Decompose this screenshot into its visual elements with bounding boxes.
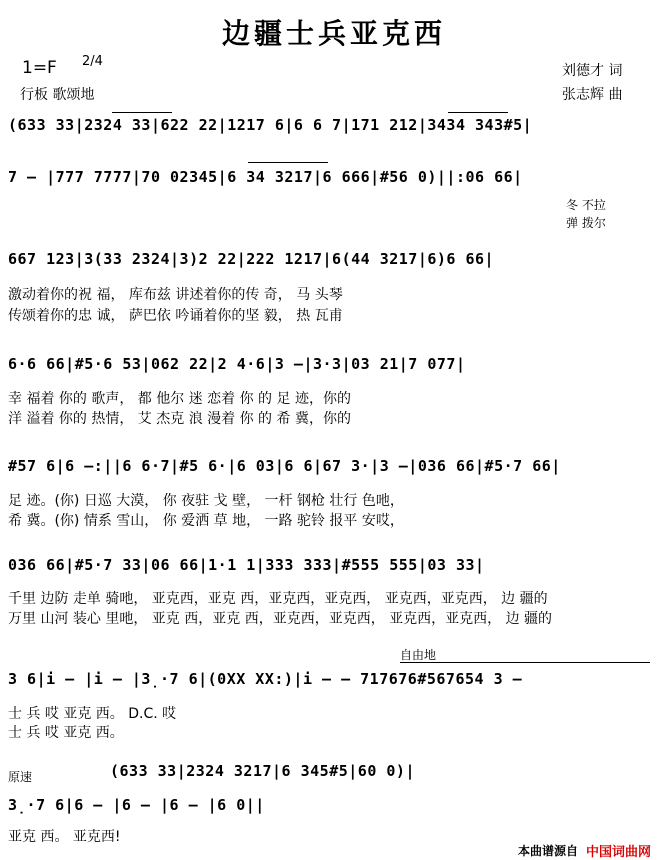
lyricist-credit: 刘德才 词 bbox=[562, 63, 623, 79]
lyric-line-3-verse2: 传颂着你的忠 诚， 萨巴依 吟诵着你的坚 毅， 热 瓦甫 bbox=[8, 308, 343, 324]
source-label: 本曲谱源自 bbox=[518, 844, 579, 858]
staff-line-6: 036 66|#5·7 33|06 66|1·1 1|333 333|#555 555|03 33| bbox=[8, 556, 485, 574]
staff-line-7: 3 6|i — |i — |3̣·7 6|(0XX XX:)|i — — 717676#567654 3 — bbox=[8, 670, 523, 688]
staff-line-4: 6·6 66|#5·6 53|062 22|2 4·6|3 —|3·3|03 21|7 077| bbox=[8, 355, 466, 373]
lyric-line-6-verse1: 千里 边防 走单 骑吔， 亚克西，亚克 西，亚克西，亚克西， 亚克西，亚克西， 边 疆的 bbox=[8, 591, 548, 607]
lyric-line-9: 亚克 西。 亚克西! bbox=[8, 829, 121, 845]
ad-lib-marking: 自由地 bbox=[400, 648, 437, 662]
lyric-line-3-verse1: 激动着你的祝 福， 库布兹 讲述着你的传 奇， 马 头琴 bbox=[8, 287, 343, 303]
lyric-line-5-verse2: 希 冀。(你) 情系 雪山， 你 爱洒 草 地， 一路 驼铃 报平 安哎， bbox=[8, 513, 404, 529]
lyric-line-4-verse2: 洋 溢着 你的 热情， 艾 杰克 浪 漫着 你 的 希 冀，你的 bbox=[8, 411, 351, 427]
verse1-intro-lyric: 冬 不拉 bbox=[566, 198, 606, 212]
composer-credit: 张志辉 曲 bbox=[562, 87, 623, 103]
key-signature: 1=F bbox=[22, 58, 57, 78]
lyric-line-7-verse1: 士 兵 哎 亚克 西。 D.C. 哎 bbox=[8, 706, 177, 722]
lyric-line-7-verse2: 士 兵 哎 亚克 西。 bbox=[8, 725, 124, 741]
staff-line-5: #57 6|6 —:||6 6·7|#5 6·|6 03|6 6|67 3·|3 —|036 66|#5·7 66| bbox=[8, 457, 561, 475]
time-signature: 2/4 bbox=[82, 54, 103, 69]
lyric-line-6-verse2: 万里 山河 装心 里吔， 亚克 西，亚克 西，亚克西，亚克西， 亚克西，亚克西， 边 疆的 bbox=[8, 611, 553, 627]
staff-line-3: 667 123|3(33 2324|3)2 22|222 1217|6(44 3217|6)6 66| bbox=[8, 250, 495, 268]
page-title: 边疆士兵亚克西 bbox=[221, 17, 446, 50]
original-tempo-marking: 原速 bbox=[8, 770, 33, 784]
tempo-marking: 行板 歌颂地 bbox=[20, 87, 95, 103]
staff-line-8: (633 33|2324 3217|6 345#5|60 0)| bbox=[110, 762, 415, 780]
staff-line-1: (633 33|2324 33|622 22|1217 6|6 6 7|171 212|3434 343#5| bbox=[8, 116, 533, 134]
source-site-link[interactable]: 中国词曲网 bbox=[586, 845, 652, 860]
verse2-intro-lyric: 弹 拨尔 bbox=[566, 216, 606, 230]
lyric-line-5-verse1: 足 迹。(你) 日巡 大漠， 你 夜驻 戈 壁， 一杆 钢枪 壮行 色吔， bbox=[8, 493, 404, 509]
staff-line-2: 7 — |777 7777|70 02345|6 34 3217|6 666|#56 0)||:06 66| bbox=[8, 168, 523, 186]
lyric-line-4-verse1: 幸 福着 你的 歌声， 都 他尔 迷 恋着 你 的 足 迹，你的 bbox=[8, 391, 351, 407]
staff-line-9: 3̣·7 6|6 — |6 — |6 — |6 0|| bbox=[8, 796, 265, 814]
